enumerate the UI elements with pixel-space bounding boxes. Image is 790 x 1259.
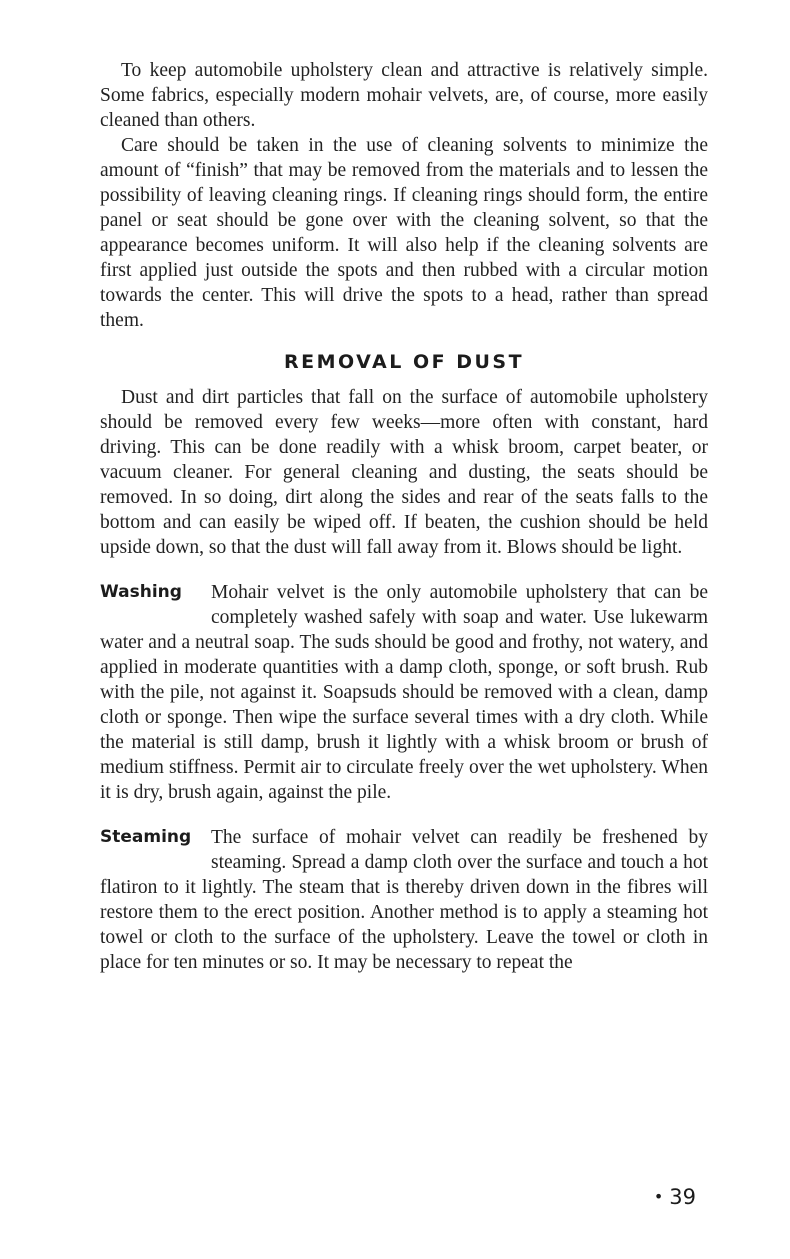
section-heading-removal-of-dust: REMOVAL OF DUST xyxy=(283,351,525,373)
washing-text: Mohair velvet is the only automobile upholstery that can be completely washed safely with soap and water. Use lukewarm water and a neutral soap. The suds should be good and frothy, not watery, and applied in moderate quantities with a damp cloth, sponge, or soft brush. Rub with the pile, not against it. Soapsuds should be removed with a clean, damp cloth or sponge. Then wipe the surface several times with a dry cloth. While the material is still damp, brush it lightly with a whisk broom or brush of medium stiffness. Permit air to circulate freely over the wet upholstery. When it is dry, brush again, against the pile. xyxy=(100,582,708,803)
intro-paragraph-1: To keep automobile upholstery clean and attractive is relatively simple. Some fabrics, especially modern mohair velvets, are, of course, more easily cleaned than others. xyxy=(100,60,708,131)
intro-paragraph-2: Care should be taken in the use of cleaning solvents to minimize the amount of “finish” that may be removed from the materials and to lessen the possibility of leaving cleaning rings. If cleaning rings should form, the entire panel or seat should be gone over with the cleaning solvent, so that the appearance becomes uniform. It will also help if the cleaning solvents are first applied just outside the spots and then rubbed with a circular motion towards the center. This will drive the spots to a head, rather than spread them. xyxy=(100,135,708,331)
dust-paragraph: Dust and dirt particles that fall on the surface of automobile upholstery should be removed every few weeks—more often with constant, hard driving. This can be done readily with a whisk broom, carpet beater, or vacuum cleaner. For general cleaning and dusting, the seats should be removed. In so doing, dirt along the sides and rear of the seats falls to the bottom and can easily be wiped off. If beaten, the cushion should be held upside down, so that the dust will fall away from it. Blows should be light. xyxy=(100,387,708,558)
bullet-icon: • xyxy=(653,1187,664,1206)
page-body xyxy=(100,58,708,975)
page-number: 39 xyxy=(669,1185,696,1209)
washing-section xyxy=(100,580,708,805)
steaming-label: Steaming xyxy=(100,827,192,847)
page-number-footer xyxy=(654,1185,696,1209)
washing-label: Washing xyxy=(100,582,182,602)
steaming-section xyxy=(100,825,708,975)
steaming-text: The surface of mohair velvet can readily be freshened by steaming. Spread a damp cloth over the surface and touch a hot flatiron to it lightly. The steam that is thereby driven down in the fibres will restore them to the erect position. Another method is to apply a steaming hot towel or cloth to the surface of the upholstery. Leave the towel or cloth in place for ten minutes or so. It may be necessary to repeat the xyxy=(100,827,708,973)
